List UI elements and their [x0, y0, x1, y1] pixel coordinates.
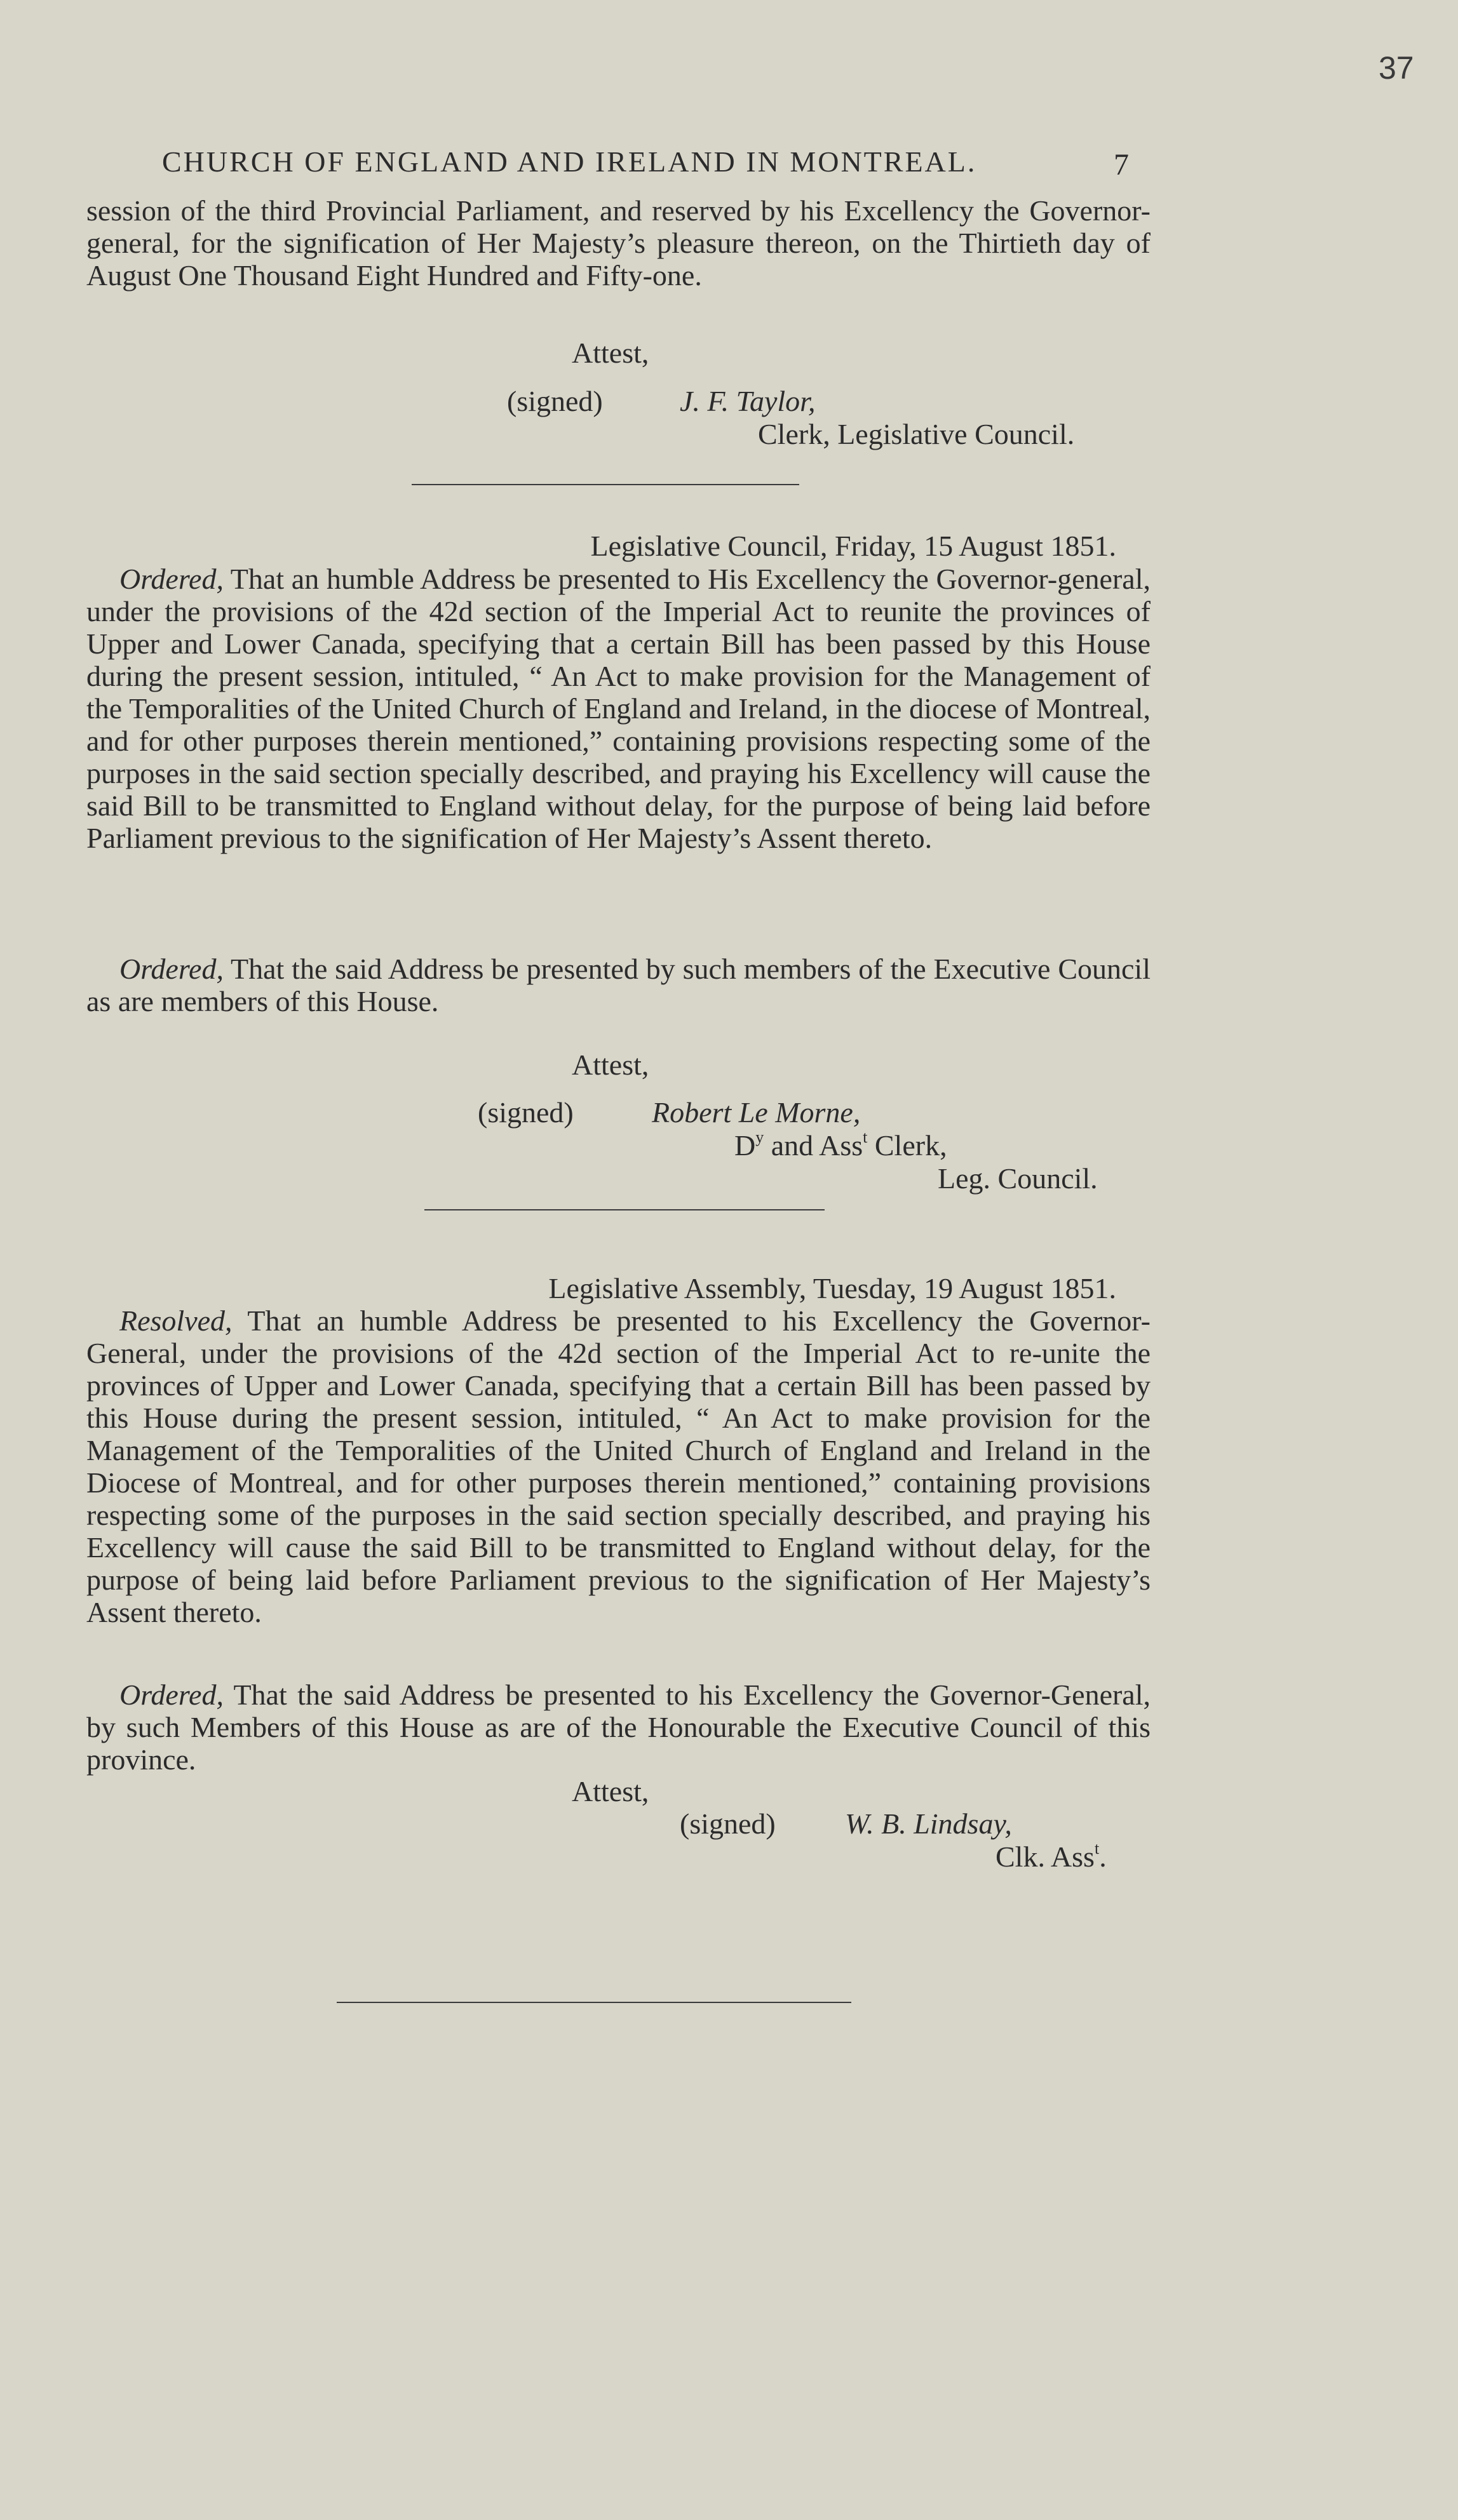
- resolved-lead: Resolved,: [119, 1304, 233, 1337]
- assembly-ordered-paragraph: [86, 1679, 1151, 1776]
- section-divider-1: [412, 484, 799, 485]
- ordered-text: That the said Address be presented by such members of the Executive Council as are members of this House.: [86, 953, 1151, 1017]
- attest-label-3: Attest,: [572, 1775, 649, 1807]
- signatory-title-1: Clerk, Legislative Council.: [758, 418, 1075, 450]
- council-ordered-paragraph-2: [86, 953, 1151, 1017]
- signed-label-1: (signed): [507, 385, 603, 417]
- ordered-lead: Ordered,: [119, 563, 224, 595]
- running-head-folio: 7: [1114, 148, 1131, 182]
- council-ordered-paragraph-1: [86, 563, 1151, 854]
- running-head-title: CHURCH OF ENGLAND AND IRELAND IN MONTREAL.: [162, 145, 977, 178]
- attest-label-2: Attest,: [572, 1049, 649, 1081]
- signed-label-2: (signed): [478, 1096, 574, 1129]
- ordered-text: That the said Address be presented to his Excellency the Governor-General, by such Members of this House as are of the Honourable the Executive Council of this province.: [86, 1679, 1151, 1776]
- signatory-name-2: Robert Le Morne,: [652, 1096, 861, 1129]
- council-dateline: Legislative Council, Friday, 15 August 1851.: [590, 530, 1116, 562]
- opening-paragraph: session of the third Provincial Parliament, and reserved by his Excellency the Governor-general, for the signification of Her Majesty’s pleasure thereon, on the Thirtieth day of August One Thousand Eight Hundred and Fifty-one.: [86, 194, 1151, 292]
- attest-label-1: Attest,: [572, 337, 649, 369]
- assembly-dateline: Legislative Assembly, Tuesday, 19 August 1851.: [548, 1272, 1116, 1304]
- ordered-text: That an humble Address be presented to His Excellency the Governor-general, under the provisions of the 42d section of the Imperial Act to reunite the provinces of Upper and Lower Canada, specifying that a certain Bill has been passed by this House during the present session, intituled, “ An Act to make provision for the Management of the Temporalities of the United Church of England and Ireland, in the diocese of Montreal, and for other purposes therein mentioned,” containing provisions respecting some of the purposes in the said section specially described, and praying his Excellency will cause the said Bill to be transmitted to England without delay, for the purpose of being laid before Parliament previous to the signification of Her Majesty’s Assent thereto.: [86, 563, 1151, 854]
- page-number: 37: [1379, 50, 1414, 86]
- ordered-lead: Ordered,: [119, 953, 224, 985]
- assembly-resolved-paragraph: [86, 1304, 1151, 1628]
- signatory-name-1: J. F. Taylor,: [680, 385, 816, 417]
- signatory-title-3: Clk. Ass$^t$.: [996, 1839, 1107, 1873]
- resolved-text: That an humble Address be presented to his Excellency the Governor-General, under the provisions of the 42d section of the Imperial Act to re-unite the provinces of Upper and Lower Canada, specifying that a certain Bill has been passed by this House during the present session, intituled, “ An Act to make provision for the Management of the Temporalities of the United Church of England and Ireland in the Diocese of Montreal, and for other purposes therein mentioned,” containing provisions respecting some of the purposes in the said section specially described, and praying his Excellency will cause the said Bill to be transmitted to England without delay, for the purpose of being laid before Parliament previous to the signification of Her Majesty’s Assent thereto.: [86, 1304, 1151, 1628]
- signed-label-3: (signed): [680, 1807, 776, 1840]
- signatory-title-2a: $D^y$ and Ass$^t$ Clerk,: [734, 1127, 947, 1162]
- section-divider-3: [337, 2002, 851, 2003]
- ordered-lead: Ordered,: [119, 1679, 224, 1711]
- signatory-title-2b: Leg. Council.: [938, 1162, 1098, 1195]
- section-divider-2: [424, 1209, 825, 1210]
- signatory-name-3: W. B. Lindsay,: [845, 1807, 1012, 1840]
